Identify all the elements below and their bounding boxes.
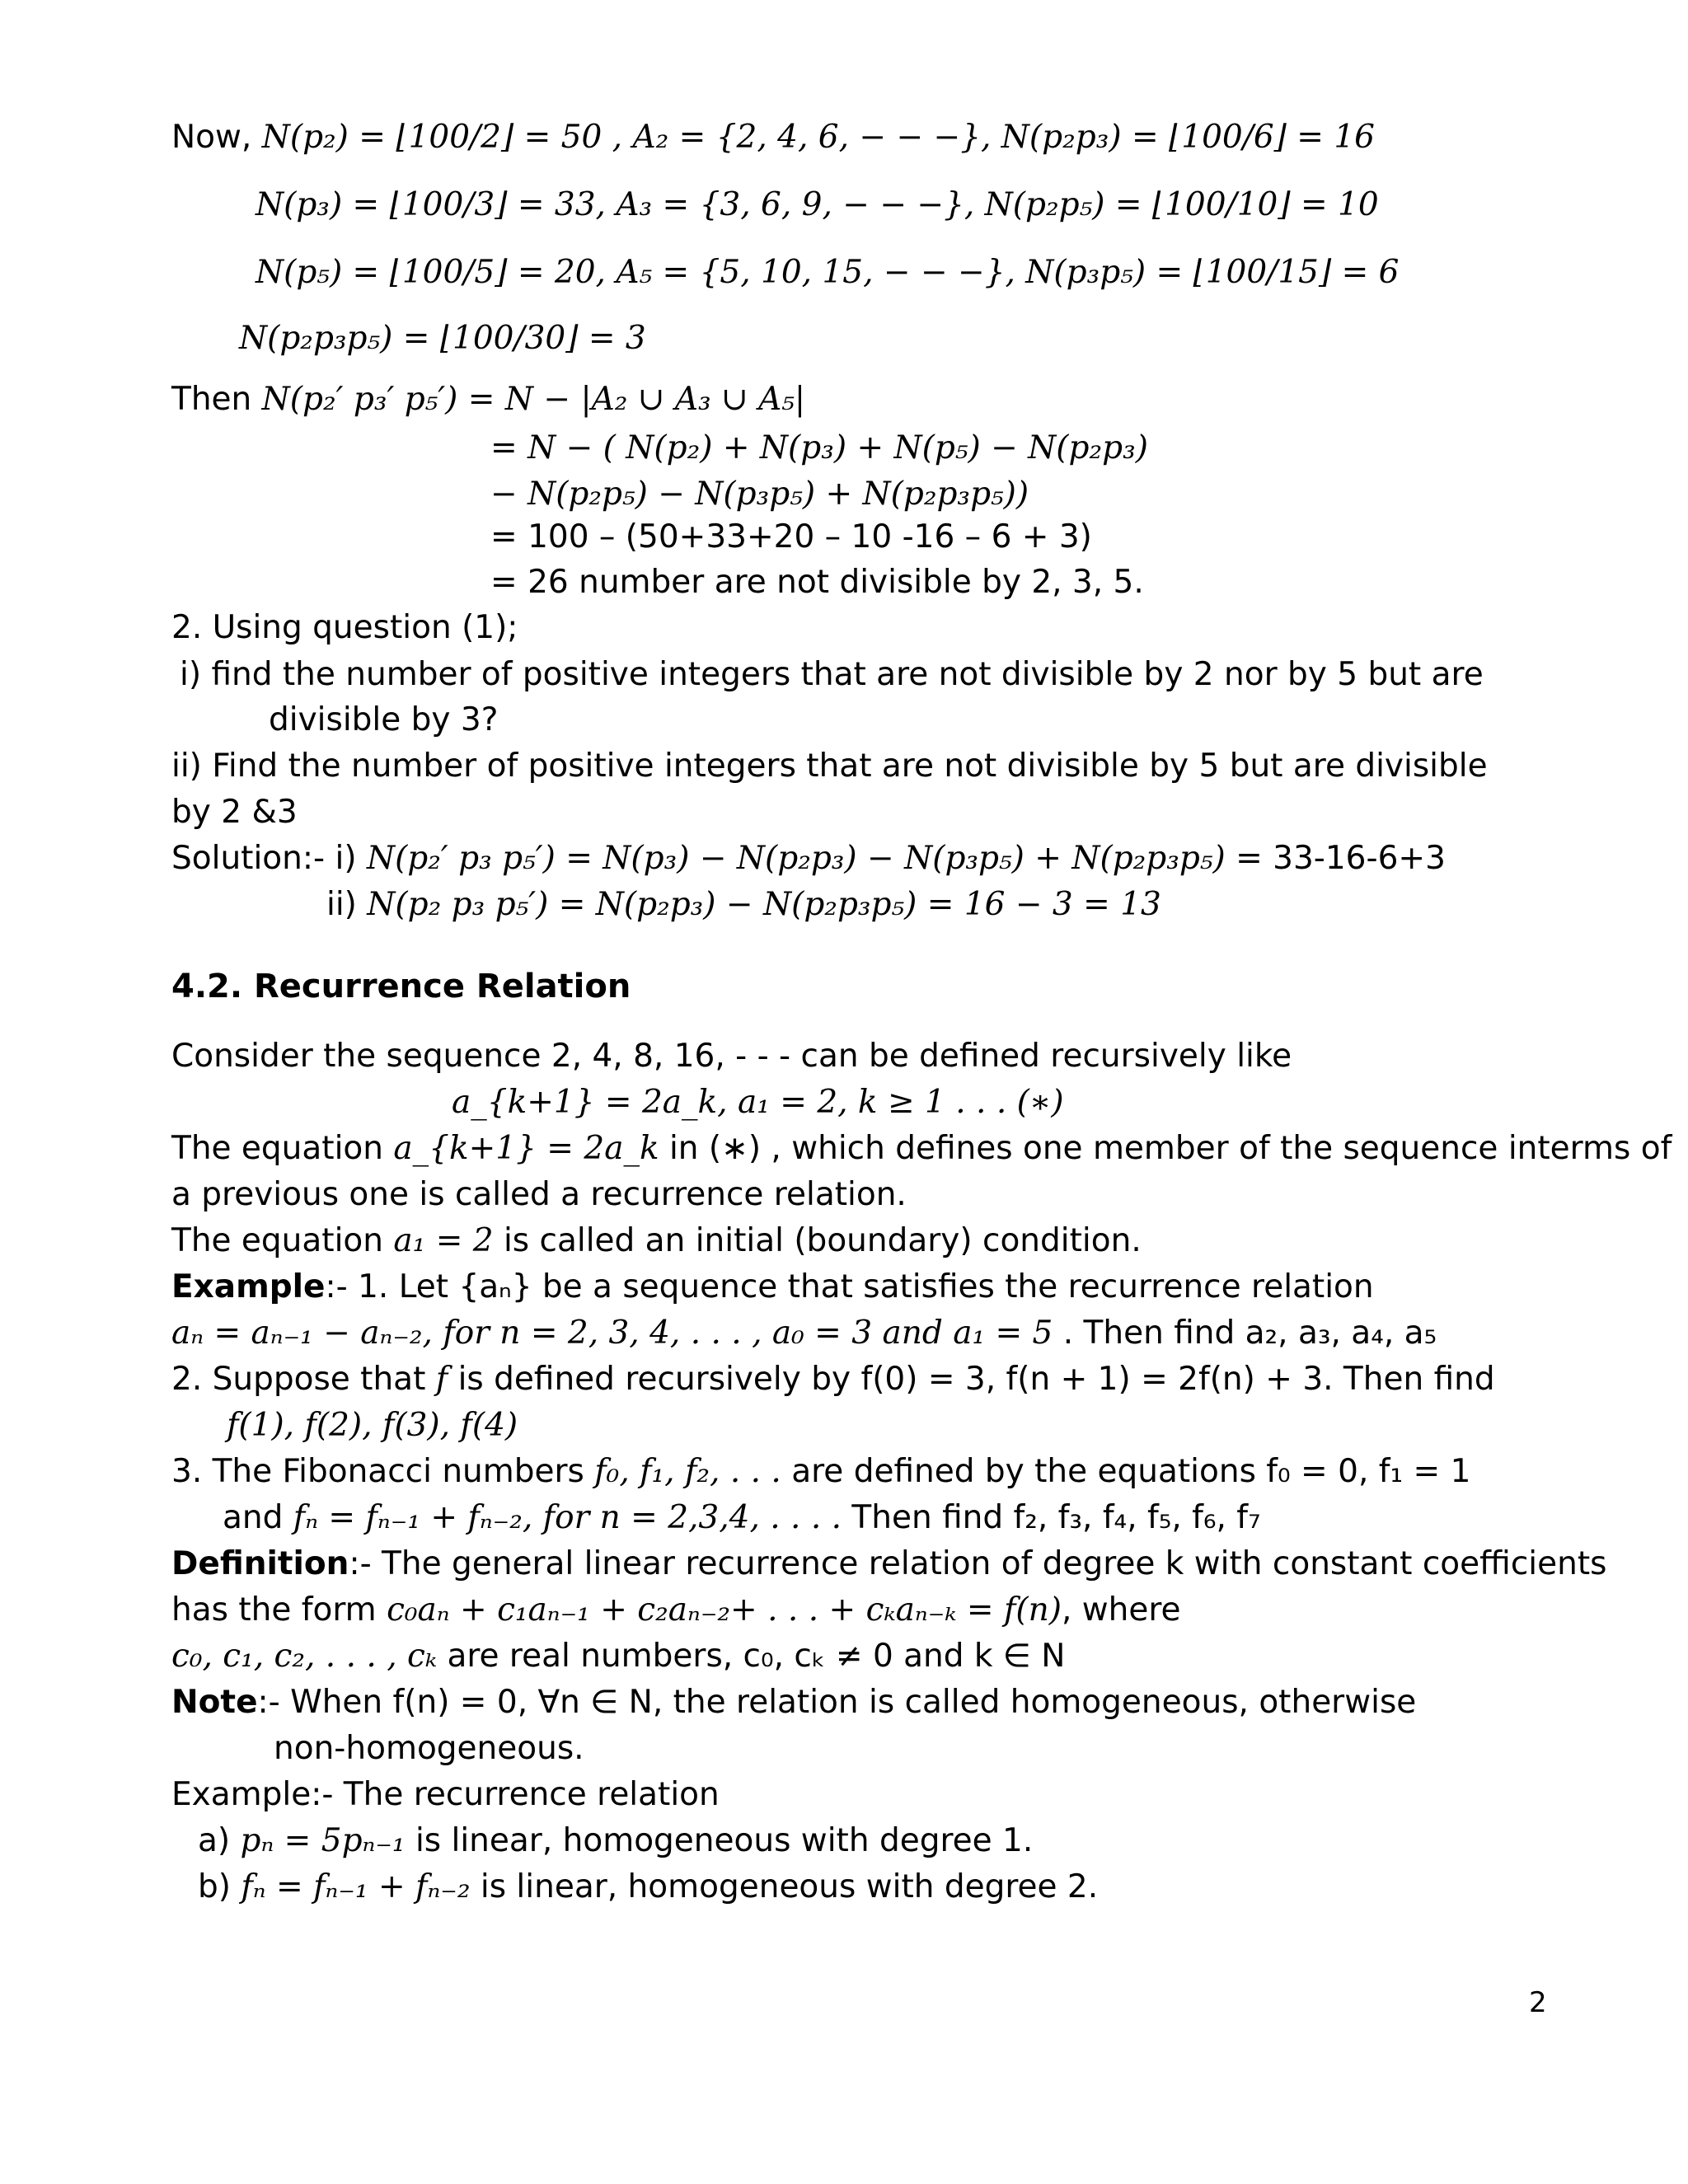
line-math: N(p₂p₃p₅) = ⌊100/30⌋ = 3 (239, 320, 646, 357)
line-heading: 4.2. Recurrence Relation (171, 968, 631, 1005)
section-heading (171, 964, 631, 1009)
page-number: 2 (1529, 1986, 1547, 2019)
line-text: 2. Using question (1); (171, 609, 518, 646)
line-math: aₙ = aₙ₋₁ − aₙ₋₂, for n = 2, 3, 4, . . . , a₀ = 3 and a₁ = 5 (171, 1315, 1053, 1352)
line-bold: Note (171, 1684, 258, 1721)
line-math: N(p₃) = ⌊100/3⌋ = 33, A₃ = {3, 6, 9, − − −}, N(p₂p₅) = ⌊100/10⌋ = 10 (256, 186, 1379, 223)
line-label: ii) (326, 886, 368, 923)
line-math: f₀, f₁, f₂, . . . (594, 1453, 781, 1490)
text-line (171, 1634, 1065, 1679)
text-line (171, 377, 805, 422)
line-tail: :- The general linear recurrence relation of degree k with constant coefficients (349, 1545, 1607, 1582)
text-line (171, 1219, 1142, 1263)
text-line (274, 1727, 584, 1771)
line-math: N(p₂′ p₃ p₅′) = N(p₃) − N(p₂p₃) − N(p₃p₅) + N(p₂p₃p₅) (366, 840, 1226, 877)
text-line (171, 1127, 1672, 1171)
text-line (452, 1080, 1064, 1125)
text-line (269, 698, 498, 743)
line-math: a₁ = 2 (393, 1222, 494, 1259)
line-tail: . Then find a₂, a₃, a₄, a₅ (1053, 1315, 1437, 1352)
text-line (171, 1773, 720, 1817)
text-line (239, 316, 646, 361)
line-text: a previous one is called a recurrence relation. (171, 1176, 907, 1213)
text-line (490, 515, 1092, 560)
text-line (326, 883, 1161, 927)
text-line (256, 183, 1379, 227)
text-line (227, 1404, 518, 1448)
text-line (171, 1173, 907, 1217)
text-line (171, 1265, 1374, 1310)
line-math: N(p₂′ p₃′ p₅′) = N − |A₂ ∪ A₃ ∪ A₅| (261, 381, 806, 418)
text-line (490, 472, 1029, 517)
line-math: f(1), f(2), f(3), f(4) (227, 1407, 518, 1444)
text-line (171, 744, 1488, 789)
text-line (490, 426, 1148, 471)
line-text: by 2 &3 (171, 794, 298, 831)
line-text: Consider the sequence 2, 4, 8, 16, - - - can be defined recursively like (171, 1038, 1292, 1075)
line-tail: :- When f(n) = 0, ∀n ∈ N, the relation is called homogeneous, otherwise (257, 1684, 1417, 1721)
line-math: N(p₂) = ⌊100/2⌋ = 50 , A₂ = {2, 4, 6, − − −}, N(p₂p₃) = ⌊100/6⌋ = 16 (261, 119, 1375, 156)
line-label: Now, (171, 119, 262, 156)
text-line (223, 1496, 1261, 1540)
line-math: N(p₅) = ⌊100/5⌋ = 20, A₅ = {5, 10, 15, − − −}, N(p₃p₅) = ⌊100/15⌋ = 6 (256, 254, 1400, 291)
line-tail: is called an initial (boundary) condition. (493, 1222, 1142, 1259)
text-line (171, 790, 298, 835)
line-math: pₙ = 5pₙ₋₁ (240, 1822, 406, 1859)
line-tail: are real numbers, c₀, cₖ ≠ 0 and k ∈ N (437, 1638, 1066, 1675)
line-bold: Example (171, 1268, 326, 1305)
line-tail: is defined recursively by f(0) = 3, f(n + 1) = 2f(n) + 3. Then find (448, 1361, 1495, 1398)
text-line (171, 606, 518, 650)
line-math: c₀, c₁, c₂, . . . , cₖ (171, 1638, 438, 1675)
text-line (198, 1865, 1098, 1910)
line-label: b) (198, 1868, 241, 1905)
line-text: = 26 number are not divisible by 2, 3, 5. (490, 564, 1144, 601)
line-math: fₙ = fₙ₋₁ + fₙ₋₂ (241, 1868, 471, 1905)
text-line (171, 115, 1375, 160)
text-line (198, 1819, 1033, 1863)
line-math: = N − ( N(p₂) + N(p₃) + N(p₅) − N(p₂p₃) (490, 429, 1148, 466)
text-line (490, 560, 1144, 605)
line-tail: , where (1061, 1591, 1181, 1629)
line-label: Then (171, 381, 262, 418)
text-line (171, 1450, 1470, 1494)
line-label: The equation (171, 1222, 394, 1259)
line-tail: is linear, homogeneous with degree 1. (405, 1822, 1034, 1859)
text-line (180, 653, 1484, 697)
line-text: i) find the number of positive integers that are not divisible by 2 nor by 5 but are (180, 656, 1484, 693)
text-line (171, 1680, 1416, 1725)
text-line (171, 1542, 1606, 1586)
line-label: 3. The Fibonacci numbers (171, 1453, 595, 1490)
line-tail: :- 1. Let {aₙ} be a sequence that satisfies the recurrence relation (325, 1268, 1374, 1305)
line-text: Example:- The recurrence relation (171, 1776, 720, 1813)
line-tail: = 33-16-6+3 (1225, 840, 1446, 877)
text-line (171, 1311, 1437, 1356)
line-label: The equation (171, 1130, 394, 1167)
line-math: a_{k+1} = 2a_k, a₁ = 2, k ≥ 1 . . . (∗) (452, 1084, 1064, 1121)
text-line (171, 1588, 1181, 1633)
text-line (171, 1357, 1495, 1402)
line-label: a) (198, 1822, 241, 1859)
text-line (171, 1034, 1292, 1079)
line-math: f (435, 1361, 448, 1398)
line-label: and (223, 1499, 293, 1536)
line-tail: Then find f₂, f₃, f₄, f₅, f₆, f₇ (842, 1499, 1261, 1536)
line-label: 2. Suppose that (171, 1361, 436, 1398)
line-label: has the form (171, 1591, 387, 1629)
line-tail: in (∗) , which defines one member of the sequence interms of (659, 1130, 1672, 1167)
line-tail: is linear, homogeneous with degree 2. (470, 1868, 1099, 1905)
line-math: fₙ = fₙ₋₁ + fₙ₋₂, for n = 2,3,4, . . . . (293, 1499, 842, 1536)
line-math: a_{k+1} = 2a_k (393, 1130, 659, 1167)
line-math: − N(p₂p₅) − N(p₃p₅) + N(p₂p₃p₅)) (490, 476, 1029, 513)
line-text: non-homogeneous. (274, 1730, 584, 1767)
text-line (171, 837, 1446, 881)
line-text: divisible by 3? (269, 701, 499, 738)
line-label: Solution:- i) (171, 840, 367, 877)
line-bold: Definition (171, 1545, 349, 1582)
line-math: c₀aₙ + c₁aₙ₋₁ + c₂aₙ₋₂+ . . . + cₖaₙ₋ₖ = f(n) (387, 1591, 1062, 1629)
line-math: N(p₂ p₃ p₅′) = N(p₂p₃) − N(p₂p₃p₅) = 16 − 3 = 13 (367, 886, 1161, 923)
line-text: ii) Find the number of positive integers that are not divisible by 5 but are divisible (171, 748, 1488, 785)
line-text: = 100 – (50+33+20 – 10 -16 – 6 + 3) (490, 518, 1092, 555)
text-line (256, 251, 1399, 295)
line-tail: are defined by the equations f₀ = 0, f₁ = 1 (781, 1453, 1471, 1490)
